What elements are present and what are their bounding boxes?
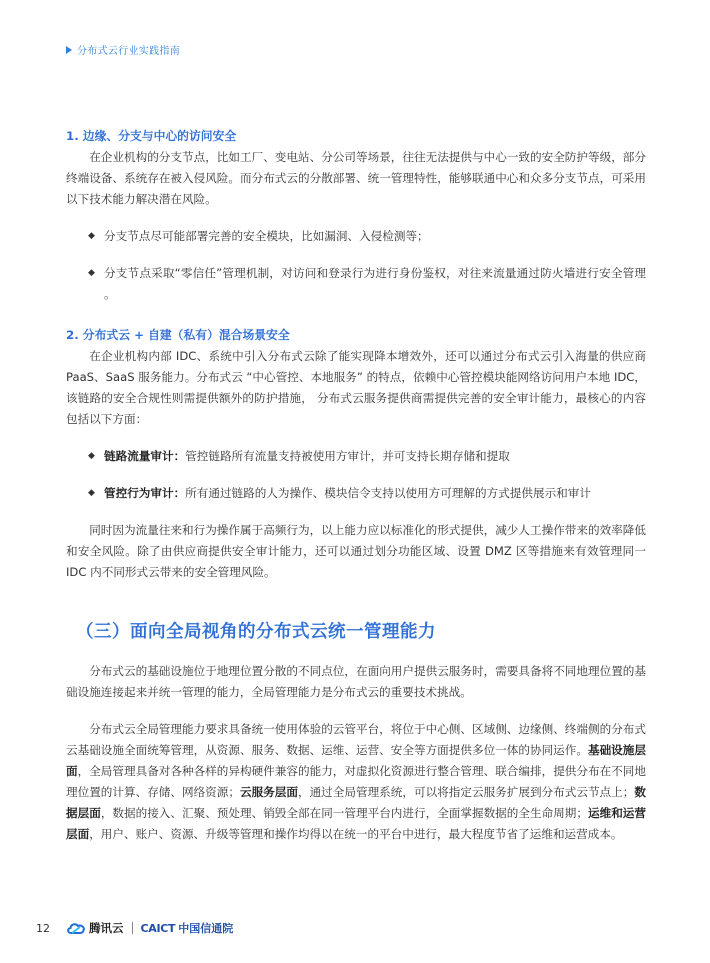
caict-brand-cn: 中国信通院 xyxy=(178,922,234,935)
paragraph-global-management xyxy=(66,719,646,845)
bold-term-ops: 运维和运营层面 xyxy=(66,806,646,841)
bold-term-infrastructure: 基础设施层面 xyxy=(66,743,646,778)
para-text: ，用户、账户、资源、升级等管理和操作均得以在统一的平台中进行，最大程度节省了运维和运营成本。 xyxy=(89,827,623,841)
bullet-item xyxy=(66,446,646,467)
page-footer xyxy=(36,918,233,938)
para-text: ，通过全局管理系统，可以将指定云服务扩展到分布式云节点上； xyxy=(297,785,635,799)
para-text: ，数据的接入、汇聚、预处理、销毁全部在同一管理平台内进行，全面掌握数据的全生命周期； xyxy=(100,806,588,820)
tencent-cloud-logo-icon xyxy=(66,921,86,935)
bold-term-cloud-service: 云服务层面 xyxy=(239,785,298,799)
bullet-text: 管控链路所有流量支持被使用方审计，并可支持长期存储和提取 xyxy=(185,449,510,463)
paragraph-hybrid-security: 在企业机构内部 IDC、系统中引入分布式云除了能实现降本增效外，还可以通过分布式云引入海量的供应商 PaaS、SaaS 服务能力。分布式云 “中心管控、本地服务” 的特点，依赖中心管控模块能网络访问用户本地 IDC，该链路的安全合规性则需提供额外的防护措施， 分布式云服务提供商需提供完善的安全审计能力，最核心的内容包括以下方面： xyxy=(66,349,646,426)
bold-term-data: 数据层面 xyxy=(66,785,646,820)
caict-logo-text: CAICT xyxy=(140,921,176,935)
subsection-heading-1: 1. 边缘、分支与中心的访问安全 xyxy=(66,129,237,143)
footer-divider xyxy=(132,922,133,934)
triangle-marker-icon xyxy=(66,46,72,54)
paragraph-branch-security: 在企业机构的分支节点，比如工厂、变电站、分公司等场景，往往无法提供与中心一致的安全防护等级，部分终端设备、系统存在被入侵风险。而分布式云的分散部署、统一管理特性，能够联通中心和众多分支节点，可采用以下技术能力解决潜在风险。 xyxy=(66,150,646,206)
bullet-item xyxy=(66,483,646,504)
page-content xyxy=(66,126,646,845)
paragraph-audit-closing: 同时因为流量往来和行为操作属于高频行为，以上能力应以标准化的形式提供，减少人工操作带来的效率降低和安全风险。除了由供应商提供安全审计能力，还可以通过划分功能区域、设置 DMZ 区等措施来有效管理同一 IDC 内不同形式云带来的安全管理风险。 xyxy=(66,523,646,579)
bullet-item xyxy=(66,226,646,247)
diamond-bullet-icon: ◆ xyxy=(88,268,95,278)
para-text: 分布式云全局管理能力要求具备统一使用体验的云管平台，将位于中心侧、区域侧、边缘侧、终端侧的分布式云基础设施全面统筹管理，从资源、服务、数据、运维、运营、安全等方面提供多位一体的协同运作。 xyxy=(66,722,646,757)
running-header-title: 分布式云行业实践指南 xyxy=(77,46,180,57)
bullet-item xyxy=(66,263,646,305)
tencent-cloud-brand: 腾讯云 xyxy=(89,921,124,935)
bullet-text: 分支节点采取“零信任”管理机制，对访问和登录行为进行身份鉴权，对往来流量通过防火墙进行安全管理 。 xyxy=(104,266,646,301)
bullet-text: 所有通过链路的人为操作、模块信令支持以使用方可理解的方式提供展示和审计 xyxy=(185,486,591,500)
diamond-bullet-icon: ◆ xyxy=(88,488,95,498)
bullet-bold-label: 管控行为审计： xyxy=(104,486,186,500)
subsection-heading-2: 2. 分布式云 + 自建（私有）混合场景安全 xyxy=(66,328,290,342)
diamond-bullet-icon: ◆ xyxy=(88,451,95,461)
para-text: ，全局管理具备对各种各样的异构硬件兼容的能力，对虚拟化资源进行整合管理、联合编排，提供分布在不同地理位置的计算、存储、网络资源； xyxy=(66,764,646,799)
running-header xyxy=(66,42,180,57)
bullet-bold-label: 链路流量审计： xyxy=(104,449,186,463)
section-title: （三）面向全局视角的分布式云统一管理能力 xyxy=(76,622,436,642)
bullet-text: 分支节点尽可能部署完善的安全模块，比如漏洞、入侵检测等； xyxy=(104,229,429,243)
page-number: 12 xyxy=(36,921,50,935)
diamond-bullet-icon: ◆ xyxy=(88,231,95,241)
paragraph-global-intro: 分布式云的基础设施位于地理位置分散的不同点位，在面向用户提供云服务时，需要具备将不同地理位置的基础设施连接起来并统一管理的能力，全局管理能力是分布式云的重要技术挑战。 xyxy=(66,664,646,699)
